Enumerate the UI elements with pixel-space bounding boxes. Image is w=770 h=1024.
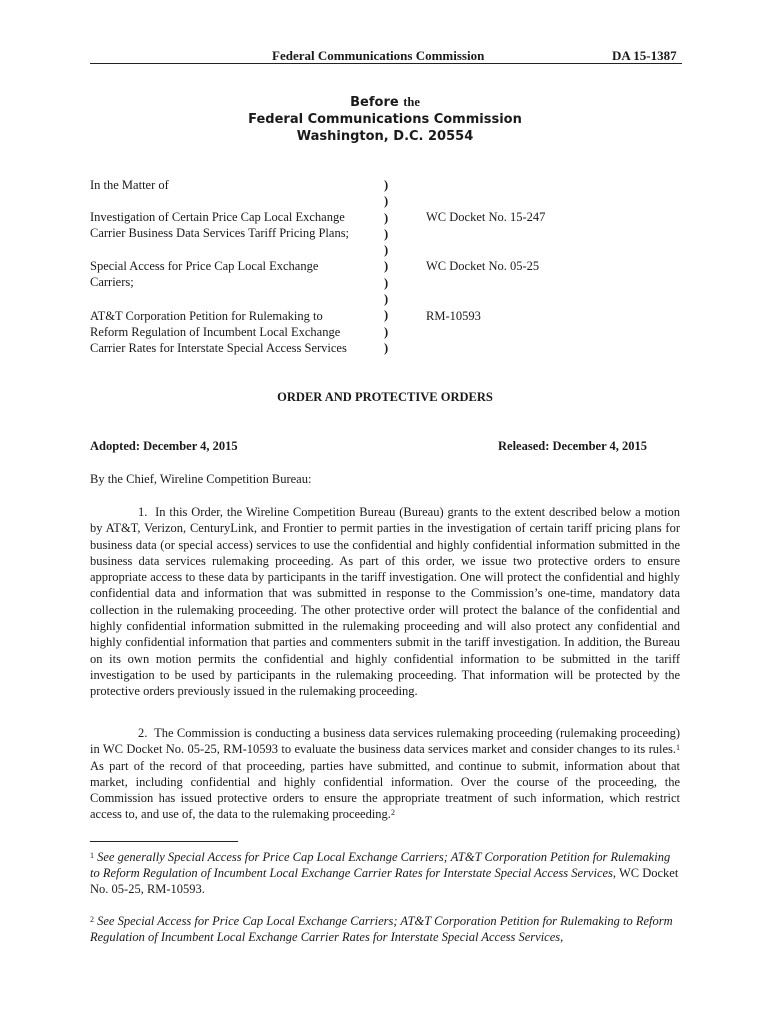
header-rule bbox=[90, 63, 682, 64]
paren: ) bbox=[384, 259, 389, 274]
heading-agency: Federal Communications Commission bbox=[248, 112, 522, 127]
paragraph-1 bbox=[90, 504, 680, 700]
paren: ) bbox=[384, 226, 389, 241]
paren: ) bbox=[384, 210, 389, 225]
caption-item-1-line-1: Investigation of Certain Price Cap Local Exchange bbox=[90, 210, 345, 224]
paragraph-2 bbox=[90, 725, 680, 823]
header-agency: Federal Communications Commission bbox=[272, 48, 485, 63]
caption-item-1-line-2: Carrier Business Data Services Tariff Pricing Plans; bbox=[90, 226, 350, 240]
docket-number-3: RM-10593 bbox=[426, 309, 481, 323]
caption-item-3 bbox=[90, 308, 380, 356]
footnote-ref-2[interactable]: 2 bbox=[390, 808, 395, 818]
caption-item-1 bbox=[90, 209, 380, 241]
docket-number-1: WC Docket No. 15-247 bbox=[426, 210, 546, 224]
byline: By the Chief, Wireline Competition Bureau: bbox=[90, 472, 312, 486]
footnote-2-tail: , bbox=[560, 930, 564, 944]
caption-paren-column bbox=[384, 177, 388, 356]
caption-item-2-line-2: Carriers; bbox=[90, 275, 134, 289]
caption-item-3-line-1: AT&T Corporation Petition for Rulemaking to bbox=[90, 309, 323, 323]
footnote-1-docket: , WC Docket No. 05-25, RM-10593. bbox=[90, 866, 679, 896]
paragraph-2-part-b: As part of the record of that proceeding, parties have submitted, and continue to submit, information about that market, including confidential and highly confidential information. Over the course of the proceeding, the Commission has issued protective orders to ensure the appropriate treatment of such information, which restrict access to, and use of, the data to the rulemaking proceeding. bbox=[90, 758, 680, 822]
paren: ) bbox=[384, 243, 389, 258]
caption-item-2 bbox=[90, 258, 380, 290]
paragraph-2-part-a: 2. The Commission is conducting a business data services rulemaking proceeding (rulemaking proceeding) in WC Docket No. 05-25, RM-10593 to evaluate the business data services market and consider changes to its rules. bbox=[90, 726, 680, 757]
header-docket-number: DA 15-1387 bbox=[612, 48, 677, 63]
paren: ) bbox=[384, 308, 389, 323]
paren: ) bbox=[384, 340, 389, 355]
heading-the-word: the bbox=[403, 95, 420, 109]
paren: ) bbox=[384, 178, 389, 192]
footnote-2-number: 2 bbox=[90, 915, 94, 924]
paren: ) bbox=[384, 324, 389, 339]
heading-location: Washington, D.C. 20554 bbox=[296, 129, 474, 144]
caption-item-3-line-3: Carrier Rates for Interstate Special Access Services bbox=[90, 341, 347, 355]
caption-item-2-line-1: Special Access for Price Cap Local Exchange bbox=[90, 259, 319, 273]
paren: ) bbox=[384, 275, 389, 290]
docket-number-2: WC Docket No. 05-25 bbox=[426, 259, 540, 273]
footnote-1-number: 1 bbox=[90, 851, 94, 860]
footnote-separator bbox=[90, 841, 238, 842]
footnote-1-citation: See generally Special Access for Price Cap Local Exchange Carriers; AT&T Corporation Petition for Rulemaking to Reform Regulation of Incumbent Local Exchange Carrier Rates for Interstate Special Access Services bbox=[90, 850, 671, 880]
released-date: Released: December 4, 2015 bbox=[498, 439, 648, 453]
caption-item-3-line-2: Reform Regulation of Incumbent Local Exchange bbox=[90, 325, 341, 339]
paragraph-2-text bbox=[90, 725, 680, 823]
heading-before bbox=[0, 94, 770, 111]
heading-before-word: Before bbox=[350, 95, 399, 110]
caption-matter: In the Matter of bbox=[90, 178, 169, 192]
paren: ) bbox=[384, 194, 389, 209]
footnote-2-citation: See Special Access for Price Cap Local Exchange Carriers; AT&T Corporation Petition for Rulemaking to Reform Regulation of Incumbent Local Exchange Carrier Rates for Interstate Special Access Services bbox=[90, 914, 673, 944]
order-title: ORDER AND PROTECTIVE ORDERS bbox=[277, 390, 493, 404]
paragraph-1-text: 1. In this Order, the Wireline Competition Bureau (Bureau) grants to the extent described below a motion by AT&T, Verizon, CenturyLink, and Frontier to permit parties in the investigation of certain tariff pricing plans for business data (or special access) services to use the confidential and highly confidential information submitted in the business data services rulemaking proceeding. As part of this order, we issue two protective orders to ensure appropriate access to these data by participants in the tariff investigation. One will protect the confidential and highly confidential data and information that was submitted in response to the Commission’s one-time, mandatory data collection in the rulemaking proceeding. The other protective order will protect the balance of the confidential and highly confidential information submitted in the rulemaking proceeding and will also protect any confidential and highly confidential information that parties and commenters submit in the tariff investigation. In addition, the Bureau on its own motion permits the confidential and highly confidential information to be submitted in the tariff investigation to be used by participants in the rulemaking proceeding. That information will be protected by the protective orders previously issued in the rulemaking proceeding. bbox=[90, 505, 680, 699]
adopted-date: Adopted: December 4, 2015 bbox=[90, 439, 238, 453]
paren: ) bbox=[384, 292, 389, 307]
footnote-2 bbox=[90, 913, 680, 945]
footnote-1 bbox=[90, 849, 680, 897]
footnote-ref-1[interactable]: 1 bbox=[676, 743, 680, 753]
